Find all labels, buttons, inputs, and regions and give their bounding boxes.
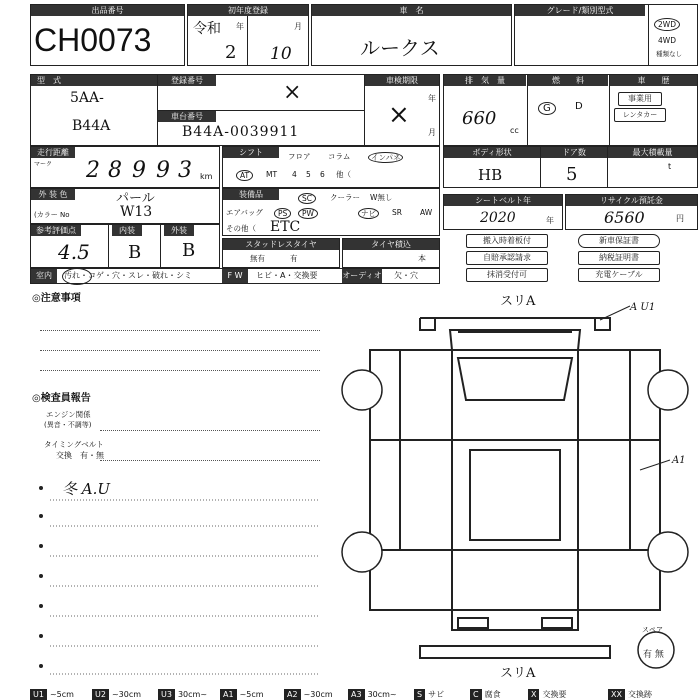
doc-tax: 納税証明書 — [578, 251, 660, 265]
timing-sub: 交換 有・無 — [56, 451, 104, 460]
trans-other: 他（ — [336, 170, 351, 179]
note-line — [100, 460, 320, 461]
belt-unit: 年 — [546, 216, 554, 225]
equip-other: ETC — [270, 219, 301, 235]
legend-u1 — [30, 689, 77, 700]
capacity-divider — [607, 147, 608, 187]
shift-column: コラム — [328, 152, 351, 161]
fw-label: F W — [222, 269, 248, 283]
score-divider-2 — [160, 225, 161, 267]
legend-key: U3 — [158, 689, 175, 700]
legend-a3 — [348, 689, 400, 700]
shift-instpanel: インパネ — [368, 152, 403, 163]
reg-number-value: × — [283, 80, 302, 105]
interior-row: 汚れ・コゲ・穴・スレ・破れ・シミ — [64, 271, 192, 280]
trans-6: 6 — [320, 170, 325, 179]
fw-row: ヒビ・A・交換要 — [256, 271, 318, 280]
fuel-d: D — [575, 101, 583, 112]
doors-value: 5 — [566, 164, 578, 185]
note-line — [40, 370, 320, 371]
note-bullets — [36, 480, 336, 680]
legend-value: 交換跡 — [627, 690, 652, 699]
chassis-number: B44A-0039911 — [182, 124, 300, 140]
legend-u2 — [92, 689, 144, 700]
legend-key: U2 — [92, 689, 109, 700]
note-line — [40, 350, 320, 351]
recycle-value: 6560 — [604, 208, 645, 227]
shift-floor: フロア — [288, 152, 311, 161]
legend-value: 交換要 — [542, 690, 567, 699]
inspection-year-unit: 年 — [428, 94, 436, 103]
trans-4: 4 — [292, 170, 297, 179]
legend-key: A1 — [220, 689, 237, 700]
belt-year: 2020 — [480, 210, 516, 226]
exterior-score-label: 外装 — [164, 225, 194, 236]
history-business: 事業用 — [618, 92, 662, 106]
doc-cable: 充電ケーブル — [578, 268, 660, 282]
audio-label: オーディオ — [342, 269, 382, 283]
interior-score-label: 内装 — [112, 225, 142, 236]
grade-label: グレード/類別型式 — [515, 5, 645, 16]
legend-s — [414, 689, 447, 700]
legend-xx — [608, 689, 655, 700]
interior-row-label: 室内 — [31, 269, 57, 283]
mileage-digit-0: 2 — [86, 158, 100, 183]
chassis-line — [158, 110, 364, 111]
first-reg-label: 初年度登録 — [188, 5, 308, 16]
drive-divider — [648, 5, 649, 65]
model-label: 型 式 — [31, 75, 157, 86]
diagram-mark-au1: A U1 — [630, 302, 656, 313]
trans-5: 5 — [306, 170, 311, 179]
doc-warranty: 新車保証書 — [578, 234, 660, 248]
trans-at: AT — [236, 170, 253, 181]
mileage-label: 走行距離 — [31, 147, 75, 158]
equip-cooler: クーラー — [330, 193, 360, 202]
equip-label: 装備品 — [223, 189, 279, 200]
color-label: 外 装 色 — [31, 189, 75, 200]
equip-w-none: W無し — [370, 193, 393, 202]
studless-yes: 有 — [290, 254, 298, 263]
score-label: 参考評価点 — [31, 225, 81, 236]
tire-label: タイヤ積込 — [343, 239, 439, 250]
legend-value: サビ — [428, 690, 445, 699]
equip-navi: ナビ — [358, 208, 379, 219]
doc-arrival: 搬入時着板付 — [466, 234, 548, 248]
legend-key: X — [528, 689, 539, 700]
color-code-label: (カラー No — [34, 211, 70, 219]
chassis-label: 車台番号 — [158, 111, 216, 122]
diagram-mark-a1: A1 — [672, 455, 686, 466]
mileage-digit-4: 3 — [178, 158, 192, 183]
score: 4.5 — [58, 240, 90, 264]
engine-sub: (異音・不調等) — [44, 421, 92, 429]
legend-key: U1 — [30, 689, 47, 700]
reg-month: 10 — [270, 44, 292, 64]
mileage-digit-1: 8 — [108, 158, 122, 183]
legend-value: ~5cm — [239, 690, 264, 699]
exterior-score: B — [182, 240, 196, 261]
month-unit: 月 — [294, 22, 302, 31]
caution-title: ◎注意事項 — [32, 293, 81, 304]
legend-key: C — [470, 689, 482, 700]
mileage-unit: km — [200, 172, 213, 181]
legend-u3 — [158, 689, 210, 700]
equip-pw: PW — [298, 208, 318, 219]
equip-airbag: エアバッグ — [226, 208, 263, 217]
diagram-mark-front: スリA — [500, 294, 536, 309]
mileage-digit-3: 9 — [156, 158, 170, 183]
legend-key: S — [414, 689, 425, 700]
legend-a2 — [284, 689, 336, 700]
tire-unit: 本 — [418, 254, 426, 263]
legend-key: XX — [608, 689, 625, 700]
reg-year: 2 — [225, 42, 237, 63]
studless-label: スタッドレスタイヤ — [223, 239, 339, 250]
capacity-unit: t — [668, 162, 672, 171]
car-name: ルークス — [360, 36, 440, 60]
spare-label: スペア — [642, 626, 663, 634]
displacement: 660 — [462, 108, 497, 129]
recycle-unit: 円 — [676, 214, 684, 223]
trans-mt: MT — [266, 170, 278, 179]
engine-label: エンジン関係 — [46, 410, 91, 419]
body-label: ボディ形状 — [444, 147, 540, 158]
legend-key: A2 — [284, 689, 301, 700]
doc-cancel: 抹消受付可 — [466, 268, 548, 282]
drive-4wd: 4WD — [658, 36, 676, 45]
first-reg-divider — [247, 16, 248, 66]
body-value: HB — [478, 166, 503, 184]
bullet-note: 冬 A.U — [62, 480, 111, 498]
history-rental: レンタカー — [614, 108, 666, 122]
interior-score: B — [128, 242, 142, 263]
equip-aw: AW — [420, 208, 433, 217]
capacity-label: 最大積載量 — [608, 147, 697, 158]
spare-value: 有 無 — [643, 650, 664, 660]
interior-dirty-circle — [62, 268, 92, 285]
color-value: パール — [116, 191, 155, 206]
equip-sr: SR — [392, 208, 402, 217]
lot-label: 出品番号 — [31, 5, 184, 16]
doors-label: ドア数 — [541, 147, 607, 158]
score-divider-1 — [108, 225, 109, 267]
displacement-label: 排 気 量 — [444, 75, 526, 86]
inspector-title: ◎検査員報告 — [32, 393, 91, 404]
legend-c — [470, 689, 504, 700]
recycle-label: リサイクル預託金 — [566, 195, 697, 206]
legend-value: ~5cm — [49, 690, 74, 699]
color-code: W13 — [120, 204, 153, 220]
legend-key: A3 — [348, 689, 365, 700]
legend-value: 30cm~ — [367, 690, 397, 699]
inspection-value: × — [388, 100, 410, 130]
legend-a1 — [220, 689, 267, 700]
belt-label: シートベルト年 — [444, 195, 562, 206]
drive-2wd: 2WD — [654, 18, 680, 31]
inspection-label: 車検期限 — [365, 75, 439, 86]
era: 令和 — [193, 21, 221, 37]
legend-value: ~30cm — [111, 690, 142, 699]
model-prefix: 5AA- — [70, 90, 104, 106]
car-name-label: 車 名 — [312, 5, 511, 16]
note-line — [100, 430, 320, 431]
car-diagram — [340, 290, 690, 690]
inspection-month-unit: 月 — [428, 128, 436, 137]
drive-none: 種類なし — [656, 50, 682, 58]
audio-row: 欠・穴 — [394, 271, 418, 280]
legend-value: 腐食 — [484, 690, 501, 699]
equip-ps: PS — [274, 208, 291, 219]
legend-x — [528, 689, 569, 700]
diagram-mark-rear: スリA — [500, 666, 536, 681]
lot-number: CH0073 — [34, 22, 152, 58]
shift-label: シフト — [223, 147, 279, 158]
equip-sc: SC — [298, 193, 316, 204]
timing-label: タイミングベルト — [44, 440, 104, 449]
doors-divider — [540, 147, 541, 187]
legend-value: ~30cm — [303, 690, 333, 699]
model-code: B44A — [72, 118, 111, 134]
doc-insurance: 自賠承認請求 — [466, 251, 548, 265]
note-line — [40, 330, 320, 331]
equip-other-label: その他（ — [226, 224, 256, 233]
cc-unit: cc — [510, 126, 519, 135]
studless-none: 無有 — [250, 254, 265, 263]
year-unit: 年 — [236, 22, 244, 31]
history-label: 車 歴 — [610, 75, 697, 86]
mark-label: マーク — [34, 161, 53, 168]
mileage-digit-2: 9 — [132, 158, 146, 183]
reg-number-label: 登録番号 — [158, 75, 216, 86]
fuel-label: 燃 料 — [528, 75, 608, 86]
fuel-g: G — [538, 102, 556, 115]
legend-value: 30cm~ — [177, 690, 208, 699]
